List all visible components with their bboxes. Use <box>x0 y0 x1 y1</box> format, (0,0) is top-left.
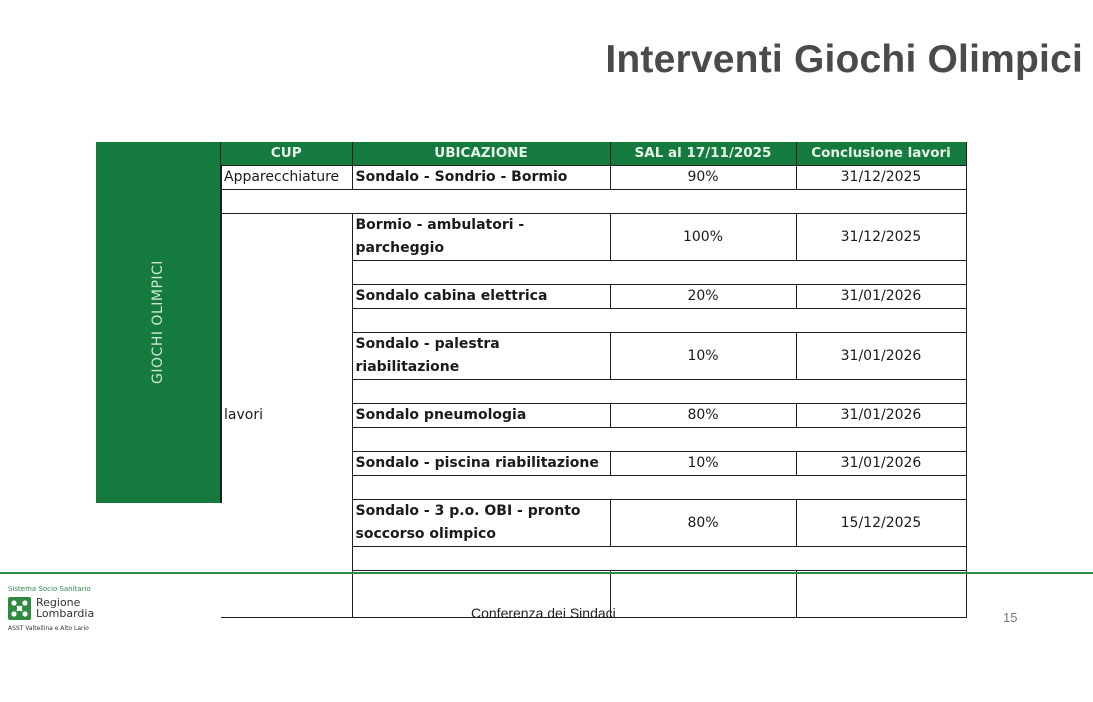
page-number: 15 <box>1003 610 1018 625</box>
sal-cell: 10% <box>610 333 796 380</box>
cup-cell: Apparecchiature <box>221 166 352 190</box>
slide-title: Interventi Giochi Olimpici <box>605 38 1083 81</box>
ubicazione-cell: Sondalo - palestra riabilitazione <box>352 333 610 380</box>
header-ubicazione: UBICAZIONE <box>352 142 610 166</box>
sal-cell: 90% <box>610 166 796 190</box>
ubicazione-cell: Sondalo cabina elettrica <box>352 285 610 309</box>
conclusione-cell: 31/12/2025 <box>796 214 966 261</box>
spacer-row <box>221 190 966 214</box>
conclusione-cell: 15/12/2025 <box>796 500 966 547</box>
header-conclusione: Conclusione lavori <box>796 142 966 166</box>
table-row <box>221 166 966 190</box>
conclusione-cell: 31/01/2026 <box>796 452 966 476</box>
conclusione-cell <box>796 571 966 618</box>
sal-cell: 10% <box>610 452 796 476</box>
sal-cell: 20% <box>610 285 796 309</box>
ubicazione-cell: Bormio - ambulatori - parcheggio <box>352 214 610 261</box>
side-category-label: GIOCHI OLIMPICI <box>150 260 166 384</box>
ubicazione-cell: Sondalo - 3 p.o. OBI - pronto soccorso olimpico <box>352 500 610 547</box>
side-category-band <box>96 142 222 503</box>
logo-name-line2: Lombardia <box>36 607 95 620</box>
header-row <box>221 142 966 166</box>
sal-cell: 80% <box>610 500 796 547</box>
regione-lombardia-rosa-camuna-icon <box>8 597 31 620</box>
sal-cell: 80% <box>610 404 796 428</box>
ubicazione-cell: Sondalo - piscina riabilitazione <box>352 452 610 476</box>
footer-text: Conferenza dei Sindaci <box>471 605 616 621</box>
logo-system-label: Sistema Socio Sanitario <box>8 585 91 593</box>
cup-cell: lavori <box>221 214 352 618</box>
conclusione-cell: 31/12/2025 <box>796 166 966 190</box>
footer-divider <box>0 572 1093 574</box>
conclusione-cell: 31/01/2026 <box>796 285 966 309</box>
header-cup: CUP <box>221 142 352 166</box>
logo-asst-label: ASST Valtellina e Alto Lario <box>8 625 89 632</box>
works-grid <box>221 142 967 618</box>
ubicazione-cell: Sondalo - Sondrio - Bormio <box>352 166 610 190</box>
olympic-works-table <box>96 135 968 542</box>
conclusione-cell: 31/01/2026 <box>796 333 966 380</box>
ubicazione-cell: Sondalo pneumologia <box>352 404 610 428</box>
sal-cell <box>610 571 796 618</box>
conclusione-cell: 31/01/2026 <box>796 404 966 428</box>
logo-name-line1: Regione <box>36 596 81 609</box>
table-row <box>221 214 966 261</box>
header-sal: SAL al 17/11/2025 <box>610 142 796 166</box>
logo-name <box>36 597 94 619</box>
sal-cell: 100% <box>610 214 796 261</box>
